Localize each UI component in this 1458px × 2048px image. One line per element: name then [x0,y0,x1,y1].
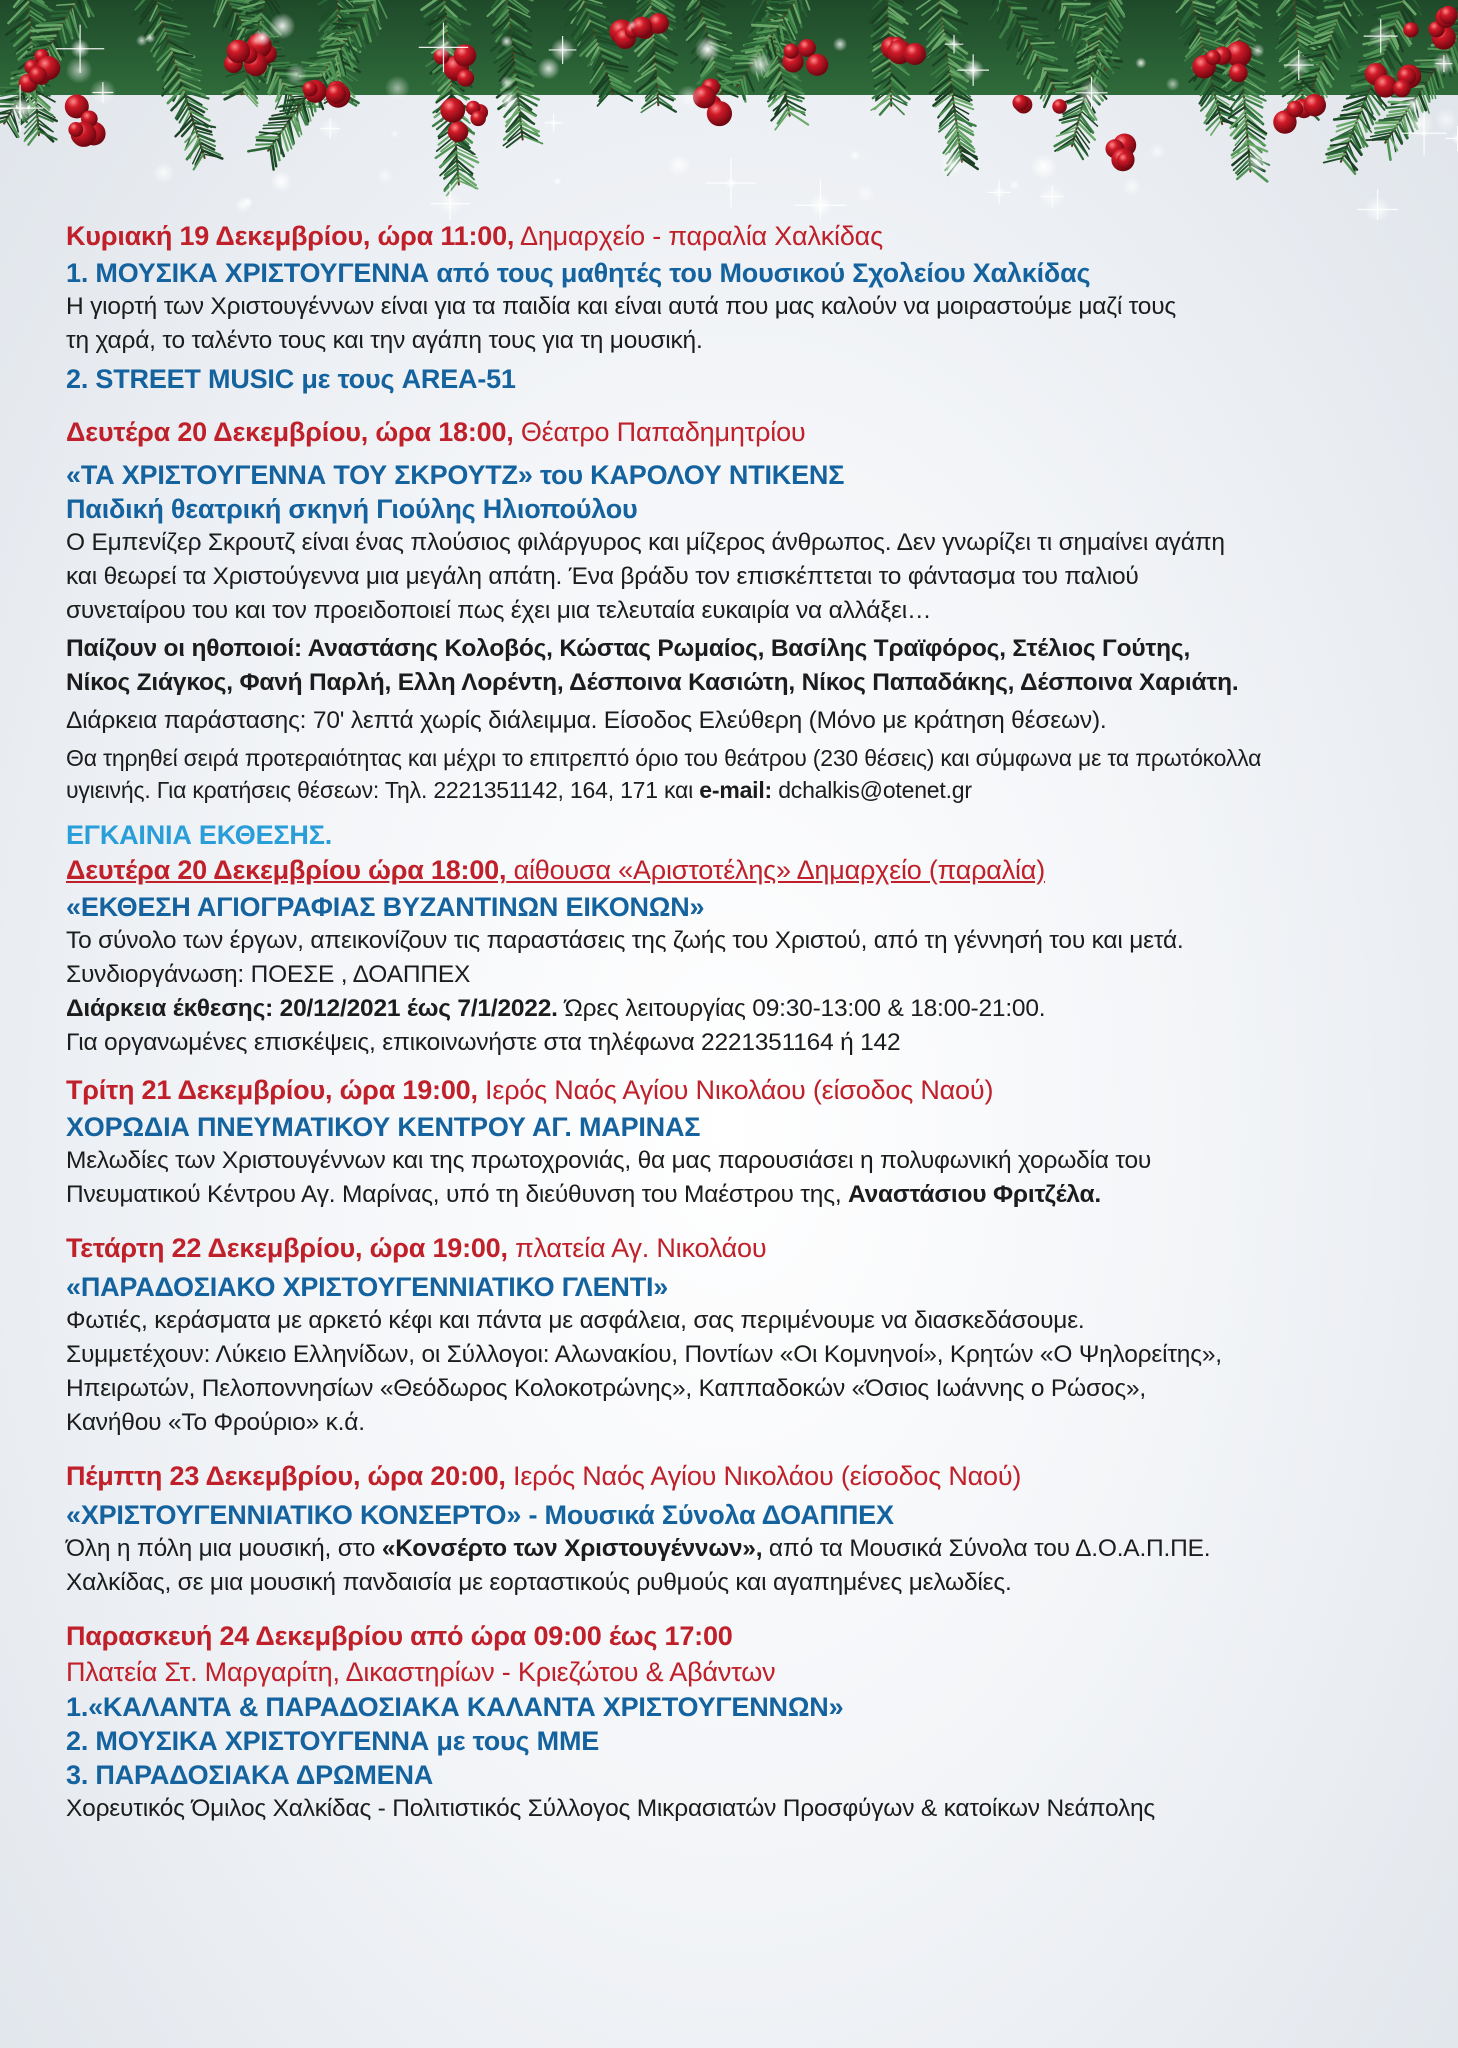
event-contact: Για οργανωμένες επισκέψεις, επικοινωνήστε στα τηλέφωνα 2221351164 ή 142 [66,1029,901,1056]
event-duration [66,992,1406,1026]
event-description: Το σύνολο των έργων, απεικονίζουν τις παραστάσεις της ζωής του Χριστού, από τη γέννησή του και μετά. [66,927,1184,954]
event-subtitle: Παιδική θεατρική σκηνή Γιούλης Ηλιοπούλου [66,494,638,524]
event-header [66,1458,1406,1494]
event-date: Δευτέρα 20 Δεκεμβρίου, ώρα 18:00, [66,417,514,447]
event-note: Θα τηρηθεί σειρά προτεραιότητας και μέχρι το επιτρεπτό όριο του θεάτρου (230 θέσεις) και σύμφωνα με τα πρωτόκολλα [66,745,1262,771]
event-description: Ηπειρωτών, Πελοποννησίων «Θεόδωρος Κολοκοτρώνης», Καππαδοκών «Όσιος Ιωάννης ο Ρώσος», [66,1375,1146,1402]
concert-name: «Κονσέρτο των Χριστουγέννων», [381,1535,763,1562]
event-header [66,852,1406,888]
event-description: και θεωρεί τα Χριστούγεννα μια μεγάλη απάτη. Ένα βράδυ τον επισκέπτεται το φάντασμα του παλιού [66,563,1139,590]
event-title: 3. ΠΑΡΑΔΟΣΙΑΚΑ ΔΡΩΜΕΝΑ [66,1760,434,1790]
event-title: «ΤΑ ΧΡΙΣΤΟΥΓΕΝΝΑ ΤΟΥ ΣΚΡΟΥΤΖ» του ΚΑΡΟΛΟΥ ΝΤΙΚΕΝΣ [66,460,845,490]
event-participants: Χορευτικός Όμιλος Χαλκίδας - Πολιτιστικός Σύλλογος Μικρασιατών Προσφύγων & κατοίκων Νεάπολης [66,1795,1156,1822]
event-duration: Διάρκεια παράστασης: 70' λεπτά χωρίς διάλειμμα. Είσοδος Ελεύθερη (Μόνο με κράτηση θέσεων). [66,707,1107,734]
event-description [66,1532,1406,1566]
christmas-garland-banner [0,0,1458,220]
event-venue: Ιερός Ναός Αγίου Νικολάου (είσοδος Ναού) [477,1075,994,1105]
event-note [66,774,1406,806]
section-label: ΕΓΚΑΙΝΙΑ ΕΚΘΕΣΗΣ. [66,820,333,850]
event-title: «ΧΡΙΣΤΟΥΓΕΝΝΙΑΤΙΚΟ ΚΟΝΣΕΡΤΟ» - Μουσικά Σύνολα ΔΟΑΠΠΕΧ [66,1500,894,1530]
event-header [66,1072,1406,1108]
event-description [66,1178,1406,1212]
event-header [66,1230,1406,1266]
event-description: Συνδιοργάνωση: ΠΟΕΣΕ , ΔΟΑΠΠΕΧ [66,961,471,988]
conductor-name: Αναστάσιου Φριτζέλα. [848,1181,1102,1208]
description-text: Όλη η πόλη μια μουσική, στο [66,1535,382,1562]
email-link[interactable]: dchalkis@otenet.gr [772,777,972,803]
event-description: Κανήθου «Το Φρούριο» κ.ά. [66,1409,365,1436]
description-text: Πνευματικού Κέντρου Αγ. Μαρίνας, υπό τη διεύθυνση του Μαέστρου της, [66,1181,849,1208]
event-date: Τετάρτη 22 Δεκεμβρίου, ώρα 19:00, [66,1233,508,1263]
event-date: Δευτέρα 20 Δεκεμβρίου ώρα 18:00, [66,855,507,885]
event-date: Παρασκευή 24 Δεκεμβρίου από ώρα 09:00 έως 17:00 [66,1621,733,1651]
event-description: Χαλκίδας, σε μια μουσική πανδαισία με εορταστικούς ρυθμούς και αγαπημένες μελωδίες. [66,1569,1012,1596]
event-cast: Νίκος Ζιάγκος, Φανή Παρλή, Ελλη Λορέντη, Δέσποινα Κασιώτη, Νίκος Παπαδάκης, Δέσποινα Χαριάτη. [66,669,1239,696]
reservation-text: υγιεινής. Για κρατήσεις θέσεων: Τηλ. 2221351142, 164, 171 και [66,777,700,803]
event-date: Πέμπτη 23 Δεκεμβρίου, ώρα 20:00, [66,1461,506,1491]
event-title: 1. ΜΟΥΣΙΚΑ ΧΡΙΣΤΟΥΓΕΝΝΑ από τους μαθητές του Μουσικού Σχολείου Χαλκίδας [66,258,1091,288]
event-header [66,414,1406,450]
event-header [66,218,1406,254]
event-title: 1.«ΚΑΛΑΝΤΑ & ΠΑΡΑΔΟΣΙΑΚΑ ΚΑΛΑΝΤΑ ΧΡΙΣΤΟΥΓΕΝΝΩΝ» [66,1692,844,1722]
description-text: από τα Μουσικά Σύνολα του Δ.Ο.Α.Π.ΠΕ. [762,1535,1211,1562]
event-description: Φωτιές, κεράσματα με αρκετό κέφι και πάντα με ασφάλεια, σας περιμένουμε να διασκεδάσουμε. [66,1307,1085,1334]
event-venue: Θέατρο Παπαδημητρίου [513,417,806,447]
event-description: Ο Εμπενίζερ Σκρουτζ είναι ένας πλούσιος φιλάργυρος και μίζερος άνθρωπος. Δεν γνωρίζει τι σημαίνει αγάπη [66,529,1225,556]
event-venue: αίθουσα «Αριστοτέλης» Δημαρχείο (παραλία) [506,855,1046,885]
event-venue: Ιερός Ναός Αγίου Νικολάου (είσοδος Ναού) [505,1461,1022,1491]
event-title: 2. STREET MUSIC με τους AREA-51 [66,364,516,394]
event-date: Τρίτη 21 Δεκεμβρίου, ώρα 19:00, [66,1075,478,1105]
event-description: Συμμετέχουν: Λύκειο Ελληνίδων, οι Σύλλογοι: Αλωνακίου, Ποντίων «Οι Κομνηνοί», Κρητών «Ο Ψηλορείτης», [66,1341,1222,1368]
event-description: τη χαρά, το ταλέντο τους και την αγάπη τους για τη μουσική. [66,327,703,354]
event-date: Κυριακή 19 Δεκεμβρίου, ώρα 11:00, [66,221,515,251]
event-title: «ΠΑΡΑΔΟΣΙΑΚΟ ΧΡΙΣΤΟΥΓΕΝΝΙΑΤΙΚΟ ΓΛΕΝΤΙ» [66,1272,669,1302]
opening-hours: Ώρες λειτουργίας 09:30-13:00 & 18:00-21:00. [557,995,1046,1022]
exhibition-dates: Διάρκεια έκθεσης: 20/12/2021 έως 7/1/2022. [66,995,558,1022]
event-venue: Δημαρχείο - παραλία Χαλκίδας [514,221,883,251]
event-title: ΧΟΡΩΔΙΑ ΠΝΕΥΜΑΤΙΚΟΥ ΚΕΝΤΡΟΥ ΑΓ. ΜΑΡΙΝΑΣ [66,1112,701,1142]
event-cast: Παίζουν οι ηθοποιοί: Αναστάσης Κολοβός, Κώστας Ρωμαίος, Βασίλης Τραϊφόρος, Στέλιος Γούτης, [66,635,1191,662]
event-title: «ΕΚΘΕΣΗ ΑΓΙΟΓΡΑΦΙΑΣ ΒΥΖΑΝΤΙΝΩΝ ΕΙΚΟΝΩΝ» [66,892,705,922]
fir-branches-with-berries-image [0,0,1458,220]
event-program [66,218,1406,1826]
event-venue: Πλατεία Στ. Μαργαρίτη, Δικαστηρίων - Κριεζώτου & Αβάντων [66,1657,776,1687]
event-description: Μελωδίες των Χριστουγέννων και της πρωτοχρονιάς, θα μας παρουσιάσει η πολυφωνική χορωδία του [66,1147,1152,1174]
event-description: Η γιορτή των Χριστουγέννων είναι για τα παιδία και είναι αυτά που μας καλούν να μοιραστούμε μαζί τους [66,293,1177,320]
event-description: συνεταίρου του και τον προειδοποιεί πως έχει μια τελευταία ευκαιρία να αλλάξει… [66,597,932,624]
email-label: e-mail: [699,777,772,803]
event-title: 2. ΜΟΥΣΙΚΑ ΧΡΙΣΤΟΥΓΕΝΝΑ με τους ΜΜΕ [66,1726,600,1756]
event-venue: πλατεία Αγ. Νικολάου [507,1233,767,1263]
